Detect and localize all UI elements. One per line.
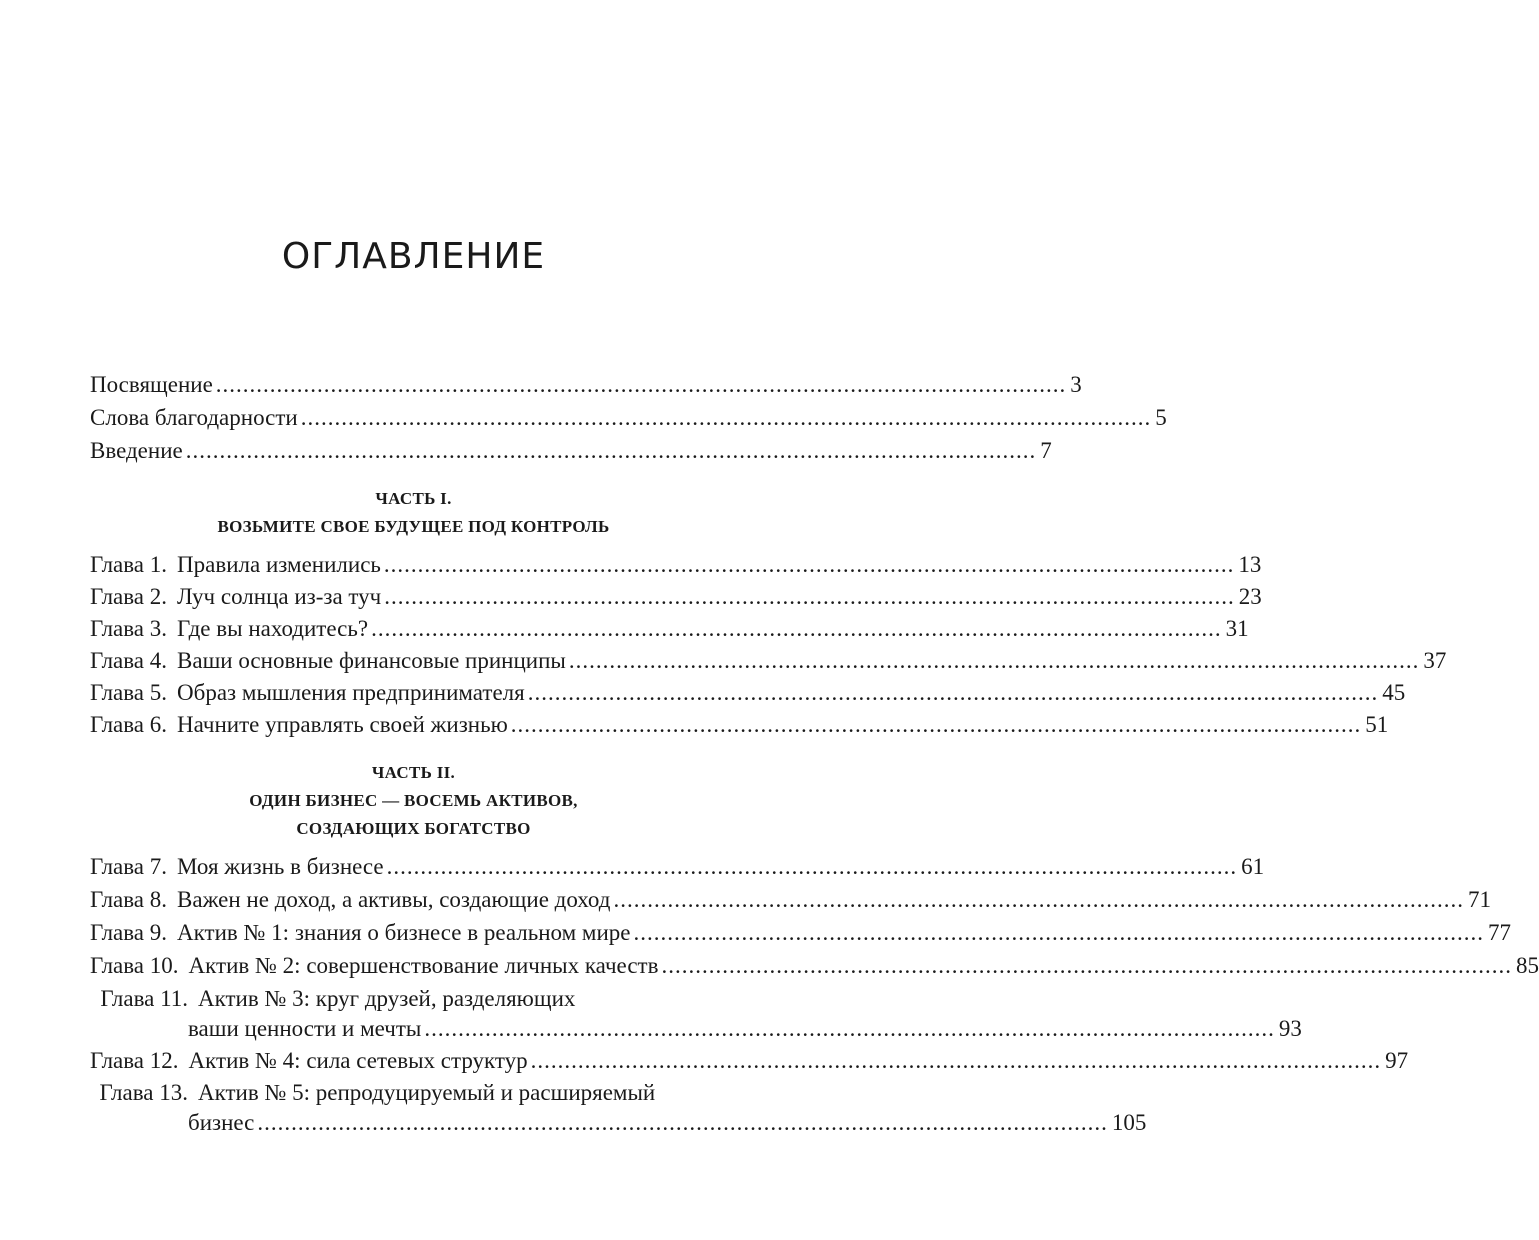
page-number: 105 [1111,1110,1147,1135]
chapter-label: Глава 2. [90,584,168,609]
page-number: 71 [1467,887,1491,912]
part-1-heading: ЧАСТЬ I. [375,489,452,508]
page-number: 85 [1515,953,1539,978]
toc-entry-introduction[interactable] [90,434,1052,468]
toc-entry-chapter-8[interactable] [90,883,1491,917]
part-2-subtitle-line-1: ОДИН БИЗНЕС — ВОСЕМЬ АКТИВОВ, [249,791,578,810]
page-title: ОГЛАВЛЕНИЕ [281,236,546,277]
chapter-label: Глава 9. [90,920,168,945]
dot-leader: .............................................................................................................................. [185,438,1037,463]
page-number: 13 [1238,552,1262,577]
part-2-heading: ЧАСТЬ II. [371,763,456,782]
chapter-label: Глава 11. [100,986,188,1011]
dot-leader: .............................................................................................................................. [424,1016,1275,1041]
toc-entry-chapter-12[interactable] [90,1044,1409,1078]
chapter-label: Глава 3. [90,616,168,641]
part-1-subtitle: ВОЗЬМИТЕ СВОЕ БУДУЩЕЕ ПОД КОНТРОЛЬ [217,517,610,536]
entry-title: Введение [90,438,183,463]
page-number: 93 [1278,1016,1302,1041]
toc-entry-chapter-7[interactable] [90,850,1265,884]
chapter-label: Глава 6. [90,712,168,737]
dot-leader: .............................................................................................................................. [383,552,1235,577]
entry-title-continued: бизнес [188,1110,255,1135]
toc-entry-chapter-2[interactable] [90,580,1262,614]
entry-title: Где вы находитесь? [177,616,369,641]
chapter-label: Глава 4. [90,648,168,673]
toc-entry-chapter-6[interactable] [90,708,1389,742]
entry-title: Актив № 5: репродуцируемый и расширяемый [198,1080,656,1105]
entry-title: Актив № 4: сила сетевых структур [188,1048,528,1073]
page-number: 37 [1423,648,1447,673]
dot-leader: .............................................................................................................................. [530,1048,1382,1073]
toc-entry-chapter-10[interactable] [90,949,1539,983]
toc-entry-chapter-3[interactable] [90,612,1249,646]
dot-leader: .............................................................................................................................. [257,1110,1108,1135]
entry-title: Актив № 1: знания о бизнесе в реальном мире [177,920,631,945]
entry-title: Посвящение [90,372,213,397]
toc-entry-chapter-5[interactable] [90,676,1406,710]
toc-entry-chapter-11[interactable] [90,982,726,1016]
dot-leader: .............................................................................................................................. [371,616,1222,641]
dot-leader: .............................................................................................................................. [510,712,1362,737]
chapter-label: Глава 1. [90,552,168,577]
dot-leader: .............................................................................................................................. [568,648,1420,673]
chapter-label: Глава 8. [90,887,168,912]
page-number: 7 [1040,438,1052,463]
toc-entry-acknowledgements[interactable] [90,401,1167,435]
page-number: 45 [1382,680,1406,705]
entry-title: Правила изменились [177,552,381,577]
entry-title-continued: ваши ценности и мечты [188,1016,422,1041]
entry-title: Луч солнца из-за туч [177,584,382,609]
dot-leader: .............................................................................................................................. [633,920,1484,945]
entry-title: Ваши основные финансовые принципы [177,648,566,673]
toc-entry-chapter-13[interactable] [90,1076,726,1110]
page-number: 97 [1385,1048,1409,1073]
toc-entry-chapter-13-continued[interactable] [188,1106,1147,1140]
dot-leader: .............................................................................................................................. [386,854,1238,879]
dot-leader: .............................................................................................................................. [300,405,1152,430]
entry-title: Важен не доход, а активы, создающие доход [177,887,611,912]
chapter-label: Глава 5. [90,680,168,705]
chapter-label: Глава 7. [90,854,168,879]
chapter-label: Глава 13. [99,1080,188,1105]
toc-entry-chapter-11-continued[interactable] [188,1012,1302,1046]
chapter-label: Глава 10. [90,953,179,978]
page-number: 3 [1070,372,1082,397]
toc-entry-dedication[interactable] [90,368,1082,402]
entry-title: Образ мышления предпринимателя [177,680,525,705]
entry-title: Актив № 3: круг друзей, разделяющих [198,986,576,1011]
toc-entry-chapter-9[interactable] [90,916,1511,950]
dot-leader: .............................................................................................................................. [215,372,1067,397]
page-number: 23 [1238,584,1262,609]
entry-title: Начните управлять своей жизнью [177,712,508,737]
entry-title: Слова благодарности [90,405,298,430]
dot-leader: .............................................................................................................................. [661,953,1512,978]
part-2-subtitle-line-2: СОЗДАЮЩИХ БОГАТСТВО [296,819,531,838]
dot-leader: .............................................................................................................................. [527,680,1379,705]
entry-title: Моя жизнь в бизнесе [177,854,384,879]
page-number: 5 [1155,405,1167,430]
page-number: 77 [1487,920,1511,945]
page-number: 51 [1365,712,1389,737]
page-number: 31 [1225,616,1249,641]
page-number: 61 [1241,854,1265,879]
chapter-label: Глава 12. [90,1048,179,1073]
dot-leader: .............................................................................................................................. [384,584,1235,609]
toc-entry-chapter-4[interactable] [90,644,1447,678]
dot-leader: .............................................................................................................................. [613,887,1464,912]
entry-title: Актив № 2: совершенствование личных качеств [188,953,659,978]
toc-entry-chapter-1[interactable] [90,548,1262,582]
